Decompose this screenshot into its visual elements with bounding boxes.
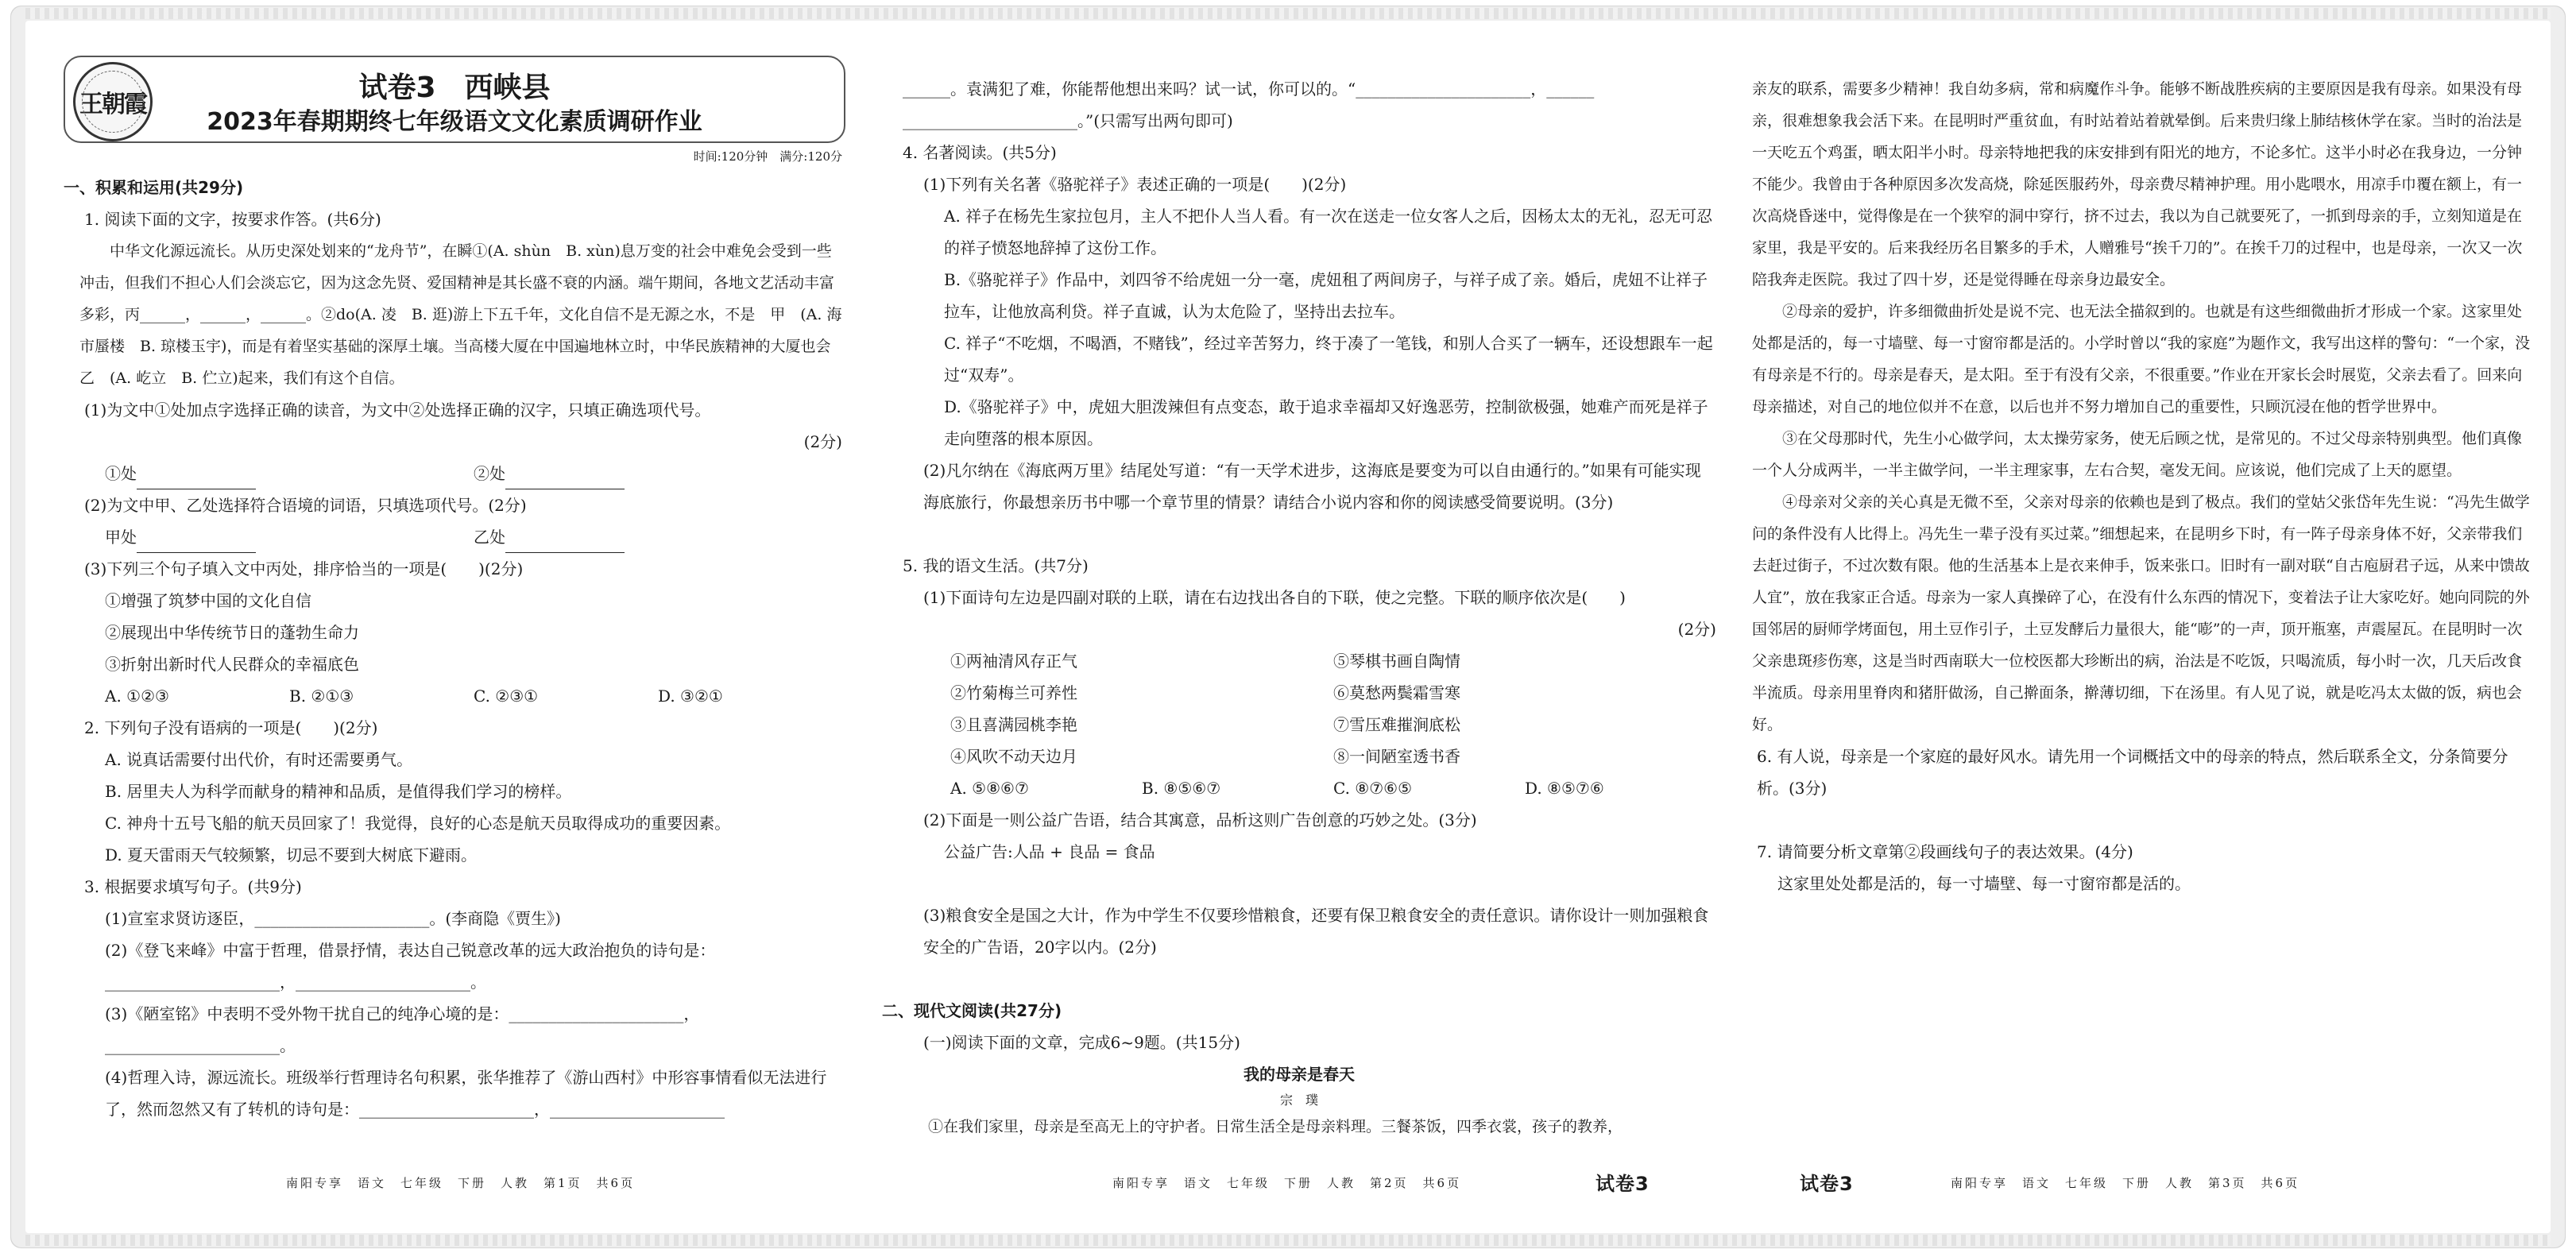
column-3 (1736, 73, 2531, 1209)
question-6: 6. 有人说，母亲是一个家庭的最好风水。请先用一个词概括文中的母亲的特点，然后联系全文，分条简要分析。(3分) (1757, 747, 2508, 798)
answer-space[interactable] (1736, 804, 2531, 836)
question-5: 5. 我的语文生活。(共7分) (903, 556, 1089, 575)
fill-in-line[interactable]: (3)《陋室铭》中表明不受外物干扰自己的纯净心境的是：______________________， (105, 1004, 700, 1023)
choice-option[interactable]: C. 神舟十五号飞船的航天员回家了！我觉得，良好的心态是航天员取得成功的重要因素。 (105, 814, 731, 833)
question-3: 3. 根据要求填写句子。(共9分) (84, 877, 302, 896)
reading-passage: 中华文化源远流长。从历史深处划来的“龙舟节”，在瞬①(A. shùn B. xùn)息万变的社会中难免会受到一些冲击，但我们不担心人们会淡忘它，因为这念先贤、爱国精神是其长盛不衰的内涵。端午期间，各地文艺活动丰富多彩，丙______，______，______。②do(A. 凌 B. 逛)游上下五千年，文化自信不是无源之水，不是 甲 (A. 海市蜃楼 B. 琼楼玉宇)，而是有着坚实基础的深厚土壤。当高楼大厦在中国遍地林立时，中华民族精神的大厦也会 乙 (A. 屹立 B. 伫立)起来，我们有这个自信。 (79, 242, 846, 387)
page-footer: 南阳专享 语文 七年级 下册 人教 第3页 共6页 (1951, 1176, 2300, 1190)
column-1 (64, 172, 846, 1209)
question-5-2: (2)下面是一则公益广告语，结合其寓意，品析这则广告创意的巧妙之处。(3分) (923, 810, 1477, 830)
answer-row (64, 521, 842, 553)
essay-paragraph: ②母亲的爱护，许多细微曲折处是说不完、也无法全描叙到的。也就是有这些细微曲折才形成一个家。这家里处处都是活的，每一寸墙壁、每一寸窗帘都是活的。小学时曾以“我的家庭”为题作文，我写出这样的警句：“一个家，没有母亲是不行的。母亲是春天，是太阳。至于有没有父亲，不很重要。”作业在开家长会时展览，父亲去看了。回来向母亲描述，对自己的地位似并不在意，以后也并不努力增加自己的重要性，只顾沉浸在他的哲学世界中。 (1752, 303, 2531, 416)
essay-title: 我的母亲是春天 (1244, 1065, 1355, 1084)
answer-label: ①处 (105, 464, 137, 483)
choice-row (64, 680, 842, 712)
answer-blank[interactable] (505, 532, 625, 553)
section-heading: 二、现代文阅读(共27分) (882, 1001, 1062, 1020)
footer-tag: 试卷3 (1800, 1173, 1854, 1195)
fill-in-line[interactable]: ______________________，______________________。 (105, 973, 486, 992)
question-5-1: (1)下面诗句左边是四副对联的上联，请在右边找出各自的下联，使之完整。下联的顺序依次是( ) (923, 588, 1626, 607)
answer-row (64, 458, 842, 489)
footer-tag: 试卷3 (1595, 1173, 1650, 1195)
couplet-row (882, 645, 1716, 677)
question-5-3: (3)粮食安全是国之大计，作为中学生不仅要珍惜粮食，还要有保卫粮食安全的责任意识。请你设计一则加强粮食安全的广告语，20字以内。(2分) (923, 906, 1709, 957)
answer-label: 甲处 (105, 528, 137, 547)
question-7: 7. 请简要分析文章第②段画线句子的表达效果。(4分) (1757, 842, 2133, 861)
answer-blank[interactable] (505, 468, 625, 489)
exam-subtitle: 2023年春期期终七年级语文文化素质调研作业 (207, 108, 702, 136)
exam-title: 试卷3 西峡县 (358, 72, 551, 104)
question-1-3: (3)下列三个句子填入文中丙处，排序恰当的一项是( )(2分) (84, 559, 524, 578)
choice-option[interactable]: B.《骆驼祥子》作品中，刘四爷不给虎妞一分一毫，虎妞租了两间房子，与祥子成了亲。婚后，虎妞不让祥子拉车，让他放高利贷。祥子直诚，认为太危险了，坚持出去拉车。 (944, 270, 1708, 321)
choice-option[interactable]: A. ⑤⑧⑥⑦ (950, 779, 1029, 798)
essay-paragraph: ④母亲对父亲的关心真是无微不至，父亲对母亲的依赖也是到了极点。我们的堂姑父张岱年先生说：“冯先生做学问的条件没有人比得上。冯先生一辈子没有买过菜。”细想起来，在昆明乡下时，有一阵子母亲身体不好，父亲带我们去赶过街子，不过次数有限。他的生活基本上是衣来伸手，饭来张口。旧时有一副对联“自古庖厨君子远，从来中馈故人宜”，放在我家正合适。母亲为一家人真操碎了心，在没有什么东西的情况下，变着法子让大家吃好。她向同院的外国邻居的厨师学烤面包，用土豆作引子，土豆发酵后力量很大，能“嘭”的一声，顶开瓶塞，声震屋瓦。在昆明时一次父亲患斑疹伤寒，这是当时西南联大一位校医都大珍断出的病，治法是不吃饭，只喝流质，每小时一次，几天后改食半流质。母亲用里脊肉和猪肝做汤，自己擀面条，擀薄切细，下在汤里。有人见了说，就是吃冯太太做的饭，病也会好。 (1752, 493, 2530, 733)
choice-option[interactable]: C. ⑧⑦⑥⑤ (1333, 779, 1413, 798)
choice-row (882, 772, 1716, 804)
choice-option[interactable]: D. ⑧⑤⑦⑥ (1525, 779, 1604, 798)
answer-blank[interactable] (137, 468, 256, 489)
question-4-2: (2)凡尔纳在《海底两万里》结尾处写道：“有一天学术进步，这海底是要变为可以自由通行的。”如果有可能实现海底旅行，你最想亲历书中哪一个章节里的情景？请结合小说内容和你的阅读感受简要说明。(3分) (923, 461, 1701, 512)
essay-paragraph: ①在我们家里，母亲是至高无上的守护者。日常生活全是母亲料理。三餐茶饭，四季衣裳，孩子的教养， (928, 1118, 1623, 1135)
essay-paragraph: ③在父母那时代，先生小心做学问，太太操劳家务，使无后顾之忧，是常见的。不过父母亲特别典型。他们真像一个人分成两半，一半主做学问，一半主理家事，左右合契，毫发无间。应该说，他们完成了上天的愿望。 (1752, 430, 2523, 479)
couplet-left: ②竹菊梅兰可养性 (950, 683, 1077, 702)
exam-header (64, 56, 845, 143)
reading-instruction: (一)阅读下面的文章，完成6~9题。(共15分) (923, 1033, 1240, 1052)
answer-space[interactable] (882, 518, 1716, 550)
answer-label: 乙处 (474, 528, 505, 547)
decorative-wave-border (25, 8, 2551, 19)
answer-space[interactable] (882, 868, 1716, 899)
section-heading: 一、积累和运用(共29分) (64, 178, 244, 197)
choice-option[interactable]: C. ②③① (474, 687, 539, 706)
choice-option[interactable]: B. ⑧⑤⑥⑦ (1142, 779, 1221, 798)
couplet-right: ⑥莫愁两鬓霜雪寒 (1333, 683, 1460, 702)
couplet-left: ③且喜满园桃李艳 (950, 715, 1077, 734)
choice-option[interactable]: D.《骆驼祥子》中，虎妞大胆泼辣但有点变态，敢于追求幸福却又好逸恶劳，控制欲极强，她难产而死是祥子走向堕落的根本原因。 (944, 397, 1708, 448)
choice-option[interactable]: D. ③②① (658, 687, 723, 706)
fill-in-line[interactable]: ______________________。 (105, 1036, 296, 1055)
ad-slogan: 公益广告:人品 + 良品 = 食品 (944, 842, 1155, 861)
question-4-1: (1)下列有关名著《骆驼祥子》表述正确的一项是( )(2分) (923, 175, 1347, 194)
quoted-sentence: 这家里处处都是活的，每一寸墙壁、每一寸窗帘都是活的。 (1777, 874, 2191, 893)
choice-option[interactable]: B. 居里夫人为科学而献身的精神和品质，是值得我们学习的榜样。 (105, 782, 572, 801)
points-label: (2分) (1677, 620, 1716, 639)
question-1-2: (2)为文中甲、乙处选择符合语境的词语，只填选项代号。(2分) (84, 496, 527, 515)
fill-in-line[interactable]: (2)《登飞来峰》中富于哲理，借景抒情，表达自己锐意改革的远大政治抱负的诗句是： (105, 941, 716, 960)
choice-option[interactable]: C. 祥子“不吃烟，不喝酒，不赌钱”，经过辛苦努力，终于凑了一笔钱，和别人合买了一辆车，还设想跟车一起过“双寿”。 (944, 334, 1713, 385)
question-1: 1. 阅读下面的文字，按要求作答。(共6分) (84, 210, 381, 229)
sentence-option: ②展现出中华传统节日的蓬勃生命力 (105, 623, 359, 642)
couplet-row (882, 709, 1716, 741)
couplet-right: ⑤琴棋书画自陶情 (1333, 652, 1460, 671)
fill-in-line[interactable]: (4)哲理入诗，源远流长。班级举行哲理诗名句积累，张华推荐了《游山西村》中形容事情看似无法进行了，然而忽然又有了转机的诗句是：______________________，______________________ (105, 1068, 827, 1119)
points-label: (2分) (803, 432, 842, 451)
couplet-right: ⑦雪压难摧涧底松 (1333, 715, 1460, 734)
couplet-right: ⑧一间陋室透书香 (1333, 747, 1460, 766)
exam-meta: 时间:120分钟 满分:120分 (693, 149, 842, 164)
choice-option[interactable]: D. 夏天雷雨天气较频繁，切忌不要到大树底下避雨。 (105, 845, 478, 864)
column-2 (882, 73, 1716, 1209)
publisher-logo: 王朝霞 (73, 62, 153, 141)
essay-author: 宗 璞 (1279, 1093, 1318, 1108)
choice-option[interactable]: A. 说真话需要付出代价，有时还需要勇气。 (105, 750, 413, 769)
sentence-option: ③折射出新时代人民群众的幸福底色 (105, 655, 359, 674)
choice-option[interactable]: A. ①②③ (105, 687, 169, 706)
choice-option[interactable]: A. 祥子在杨先生家拉包月，主人不把仆人当人看。有一次在送走一位女客人之后，因杨太太的无礼，忍无可忍的祥子愤怒地辞掉了这份工作。 (944, 207, 1713, 257)
fill-in-line[interactable]: ______。袁满犯了难，你能帮他想出来吗？试一试，你可以的。“______________________，______ (903, 79, 1595, 99)
question-4: 4. 名著阅读。(共5分) (903, 143, 1057, 162)
choice-option[interactable]: B. ②①③ (289, 687, 354, 706)
fill-in-line[interactable]: ______________________。”(只需写出两句即可) (903, 111, 1233, 130)
question-2: 2. 下列句子没有语病的一项是( )(2分) (84, 718, 378, 737)
answer-space[interactable] (882, 963, 1716, 995)
page-footer: 南阳专享 语文 七年级 下册 人教 第2页 共6页 (1112, 1176, 1462, 1190)
fill-in-line[interactable]: (1)宣室求贤访逐臣，______________________。(李商隐《贾生》) (105, 909, 561, 928)
couplet-left: ①两袖清风存正气 (950, 652, 1077, 671)
couplet-row (882, 741, 1716, 772)
answer-blank[interactable] (137, 532, 256, 553)
page-footer: 南阳专享 语文 七年级 下册 人教 第1页 共6页 (286, 1176, 636, 1190)
couplet-left: ④风吹不动天边月 (950, 747, 1077, 766)
sentence-option: ①增强了筑梦中国的文化自信 (105, 591, 311, 610)
question-1-1: (1)为文中①处加点字选择正确的读音，为文中②处选择正确的汉字，只填正确选项代号。 (84, 400, 711, 420)
essay-paragraph: 亲友的联系，需要多少精神！我自幼多病，常和病魔作斗争。能够不断战胜疾病的主要原因是我有母亲。如果没有母亲，很难想象我会活下来。在昆明时严重贫血，有时站着站着就晕倒。后来贵归缘上肺结核休学在家。当时的治法是一天吃五个鸡蛋，晒太阳半小时。母亲特地把我的床安排到有阳光的地方，不论多忙。这半小时必在我身边，一分钟不能少。我曾由于各种原因多次发高烧，除延医服药外，母亲费尽精神护理。用小匙喂水，用凉手巾覆在额上，有一次高烧昏迷中，觉得像是在一个狭窄的洞中穿行，挤不过去，我以为自己就要死了，一抓到母亲的手，立刻知道是在家里，我是平安的。后来我经历名目繁多的手术，人赠雅号“挨千刀的”。在挨千刀的过程中，也是母亲，一次又一次陪我奔走医院。我过了四十岁，还是觉得睡在母亲身边最安全。 (1752, 80, 2523, 288)
answer-label: ②处 (474, 464, 505, 483)
couplet-row (882, 677, 1716, 709)
